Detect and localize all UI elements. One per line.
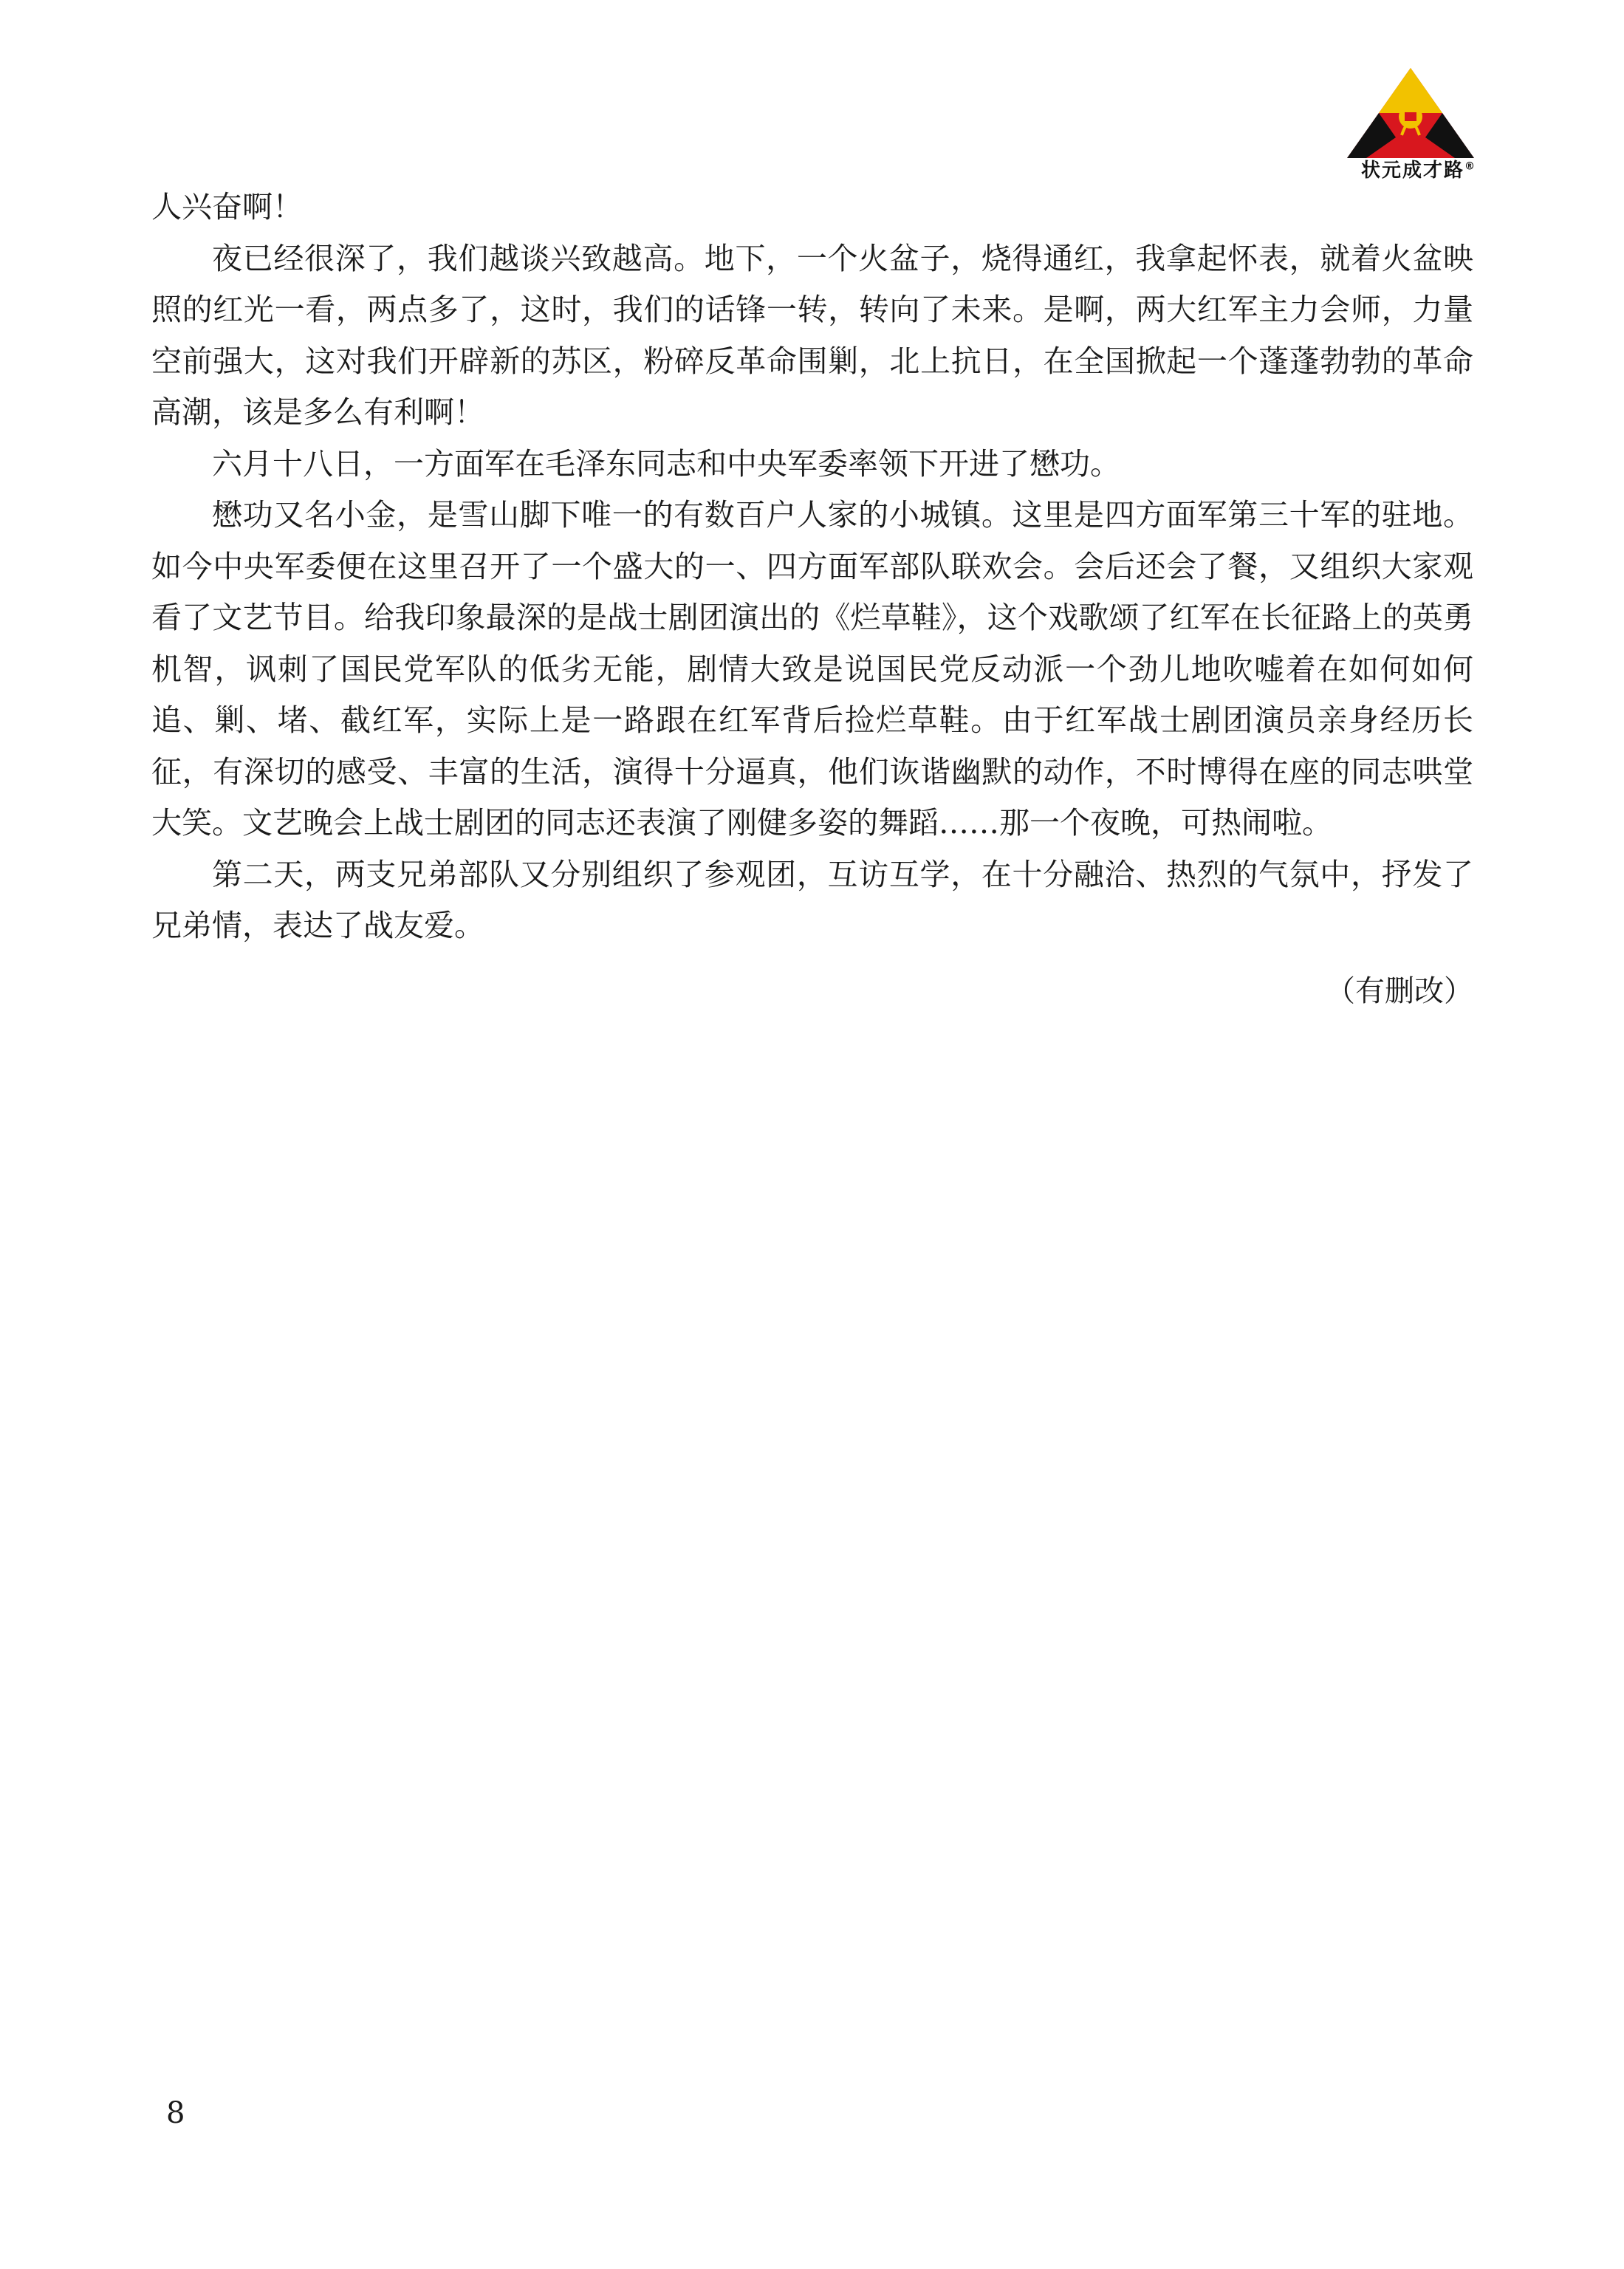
paragraph-night-talk: 夜已经很深了，我们越谈兴致越高。地下，一个火盆子，烧得通红，我拿起怀表，就着火盆映照的红光一看，两点多了，这时，我们的话锋一转，转向了未来。是啊，两大红军主力会师，力量空前强大，这对我们开辟新的苏区，粉碎反革命围剿，北上抗日，在全国掀起一个蓬蓬勃勃的革命高潮，该是多么有利啊！ [151,240,1473,430]
registered-mark: ® [1464,160,1476,173]
article-body [151,182,1473,952]
source-note: （有删改） [1326,974,1473,1008]
logo-text [1349,155,1489,182]
page-number: 8 [166,2096,185,2130]
logo-label: 状元成才路 [1360,160,1464,182]
paragraph-continued: 人兴奋啊！ [151,189,303,225]
paragraph-june-18: 六月十八日，一方面军在毛泽东同志和中央军委率领下开进了懋功。 [212,445,1120,482]
triangle-emblem-icon [1344,65,1477,161]
paragraph-maogong: 懋功又名小金，是雪山脚下唯一的有数百户人家的小城镇。这里是四方面军第三十军的驻地。如今中央军委便在这里召开了一个盛大的一、四方面军部队联欢会。会后还会了餐，又组织大家观看了文艺节目。给我印象最深的是战士剧团演出的《烂草鞋》，这个戏歌颂了红军在长征路上的英勇机智，讽刺了国民党军队的低劣无能，剧情大致是说国民党反动派一个劲儿地吹嘘着在如何如何追、剿、堵、截红军，实际上是一路跟在红军背后捡烂草鞋。由于红军战士剧团演员亲身经历长征，有深切的感受、丰富的生活，演得十分逼真，他们诙谐幽默的动作，不时博得在座的同志哄堂大笑。文艺晚会上战士剧团的同志还表演了刚健多姿的舞蹈……那一个夜晚，可热闹啦。 [151,497,1473,841]
paragraph-next-day: 第二天，两支兄弟部队又分别组织了参观团，互访互学，在十分融洽、热烈的气氛中，抒发了兄弟情，表达了战友爱。 [151,856,1473,943]
